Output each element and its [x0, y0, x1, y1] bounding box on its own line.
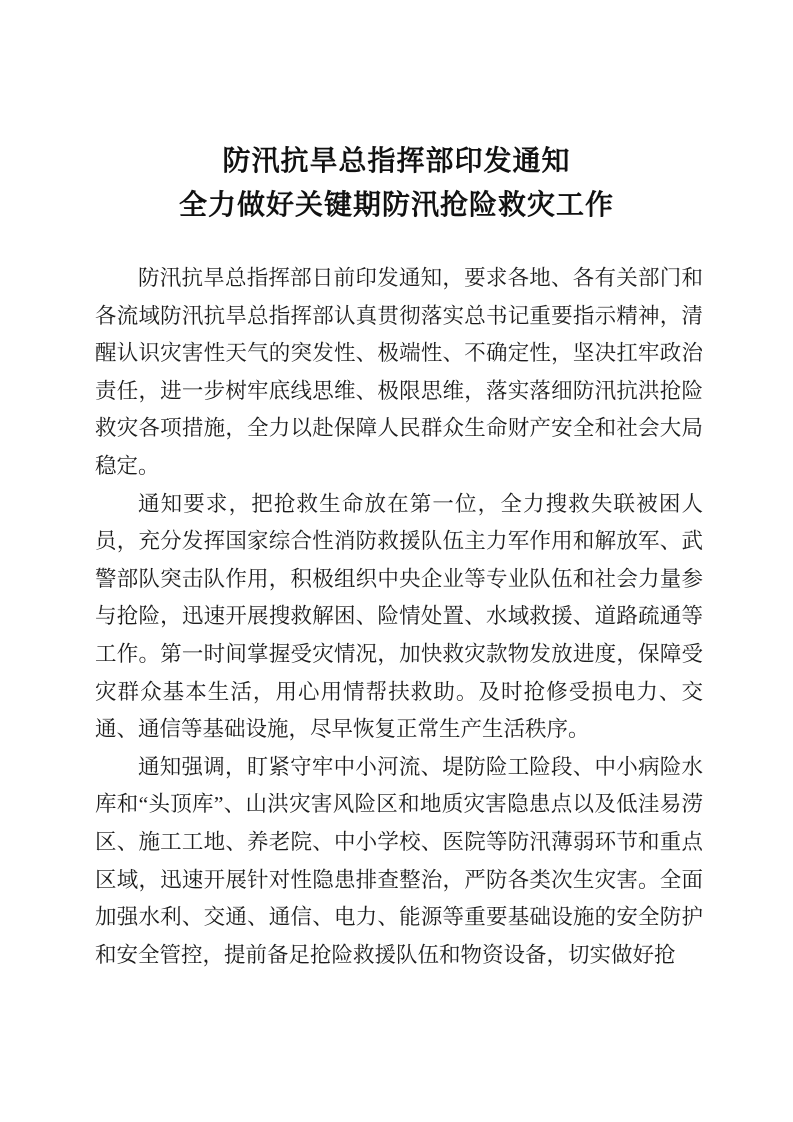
- paragraph-2: 通知要求，把抢救生命放在第一位，全力搜救失联被困人员，充分发挥国家综合性消防救援队伍主力军作用和解放军、武警部队突击队作用，积极组织中央企业等专业队伍和社会力量参与抢险，迅速开展搜救解困、险情处置、水域救援、道路疏通等工作。第一时间掌握受灾情况，加快救灾款物发放进度，保障受灾群众基本生活，用心用情帮扶救助。及时抢修受损电力、交通、通信等基础设施，尽早恢复正常生产生活秩序。: [95, 491, 703, 742]
- paragraph-1: 防汛抗旱总指挥部日前印发通知，要求各地、各有关部门和各流域防汛抗旱总指挥部认真贯彻落实总书记重要指示精神，清醒认识灾害性天气的突发性、极端性、不确定性，坚决扛牢政治责任，进一步树牢底线思维、极限思维，落实落细防汛抗洪抢险救灾各项措施，全力以赴保障人民群众生命财产安全和社会大局稳定。: [95, 266, 703, 478]
- document-body: [95, 260, 703, 974]
- document-title: [0, 140, 793, 228]
- title-line-1: 防汛抗旱总指挥部印发通知: [222, 146, 571, 177]
- paragraph-3: 通知强调，盯紧守牢中小河流、堤防险工险段、中小病险水库和“头顶库”、山洪灾害风险区和地质灾害隐患点以及低洼易涝区、施工工地、养老院、中小学校、医院等防汛薄弱环节和重点区域，迅速开展针对性隐患排查整治，严防各类次生灾害。全面加强水利、交通、通信、电力、能源等重要基础设施的安全防护和安全管控，提前备足抢险救援队伍和物资设备，切实做好抢: [95, 754, 703, 967]
- title-line-2: 全力做好关键期防汛抢险救灾工作: [178, 190, 614, 221]
